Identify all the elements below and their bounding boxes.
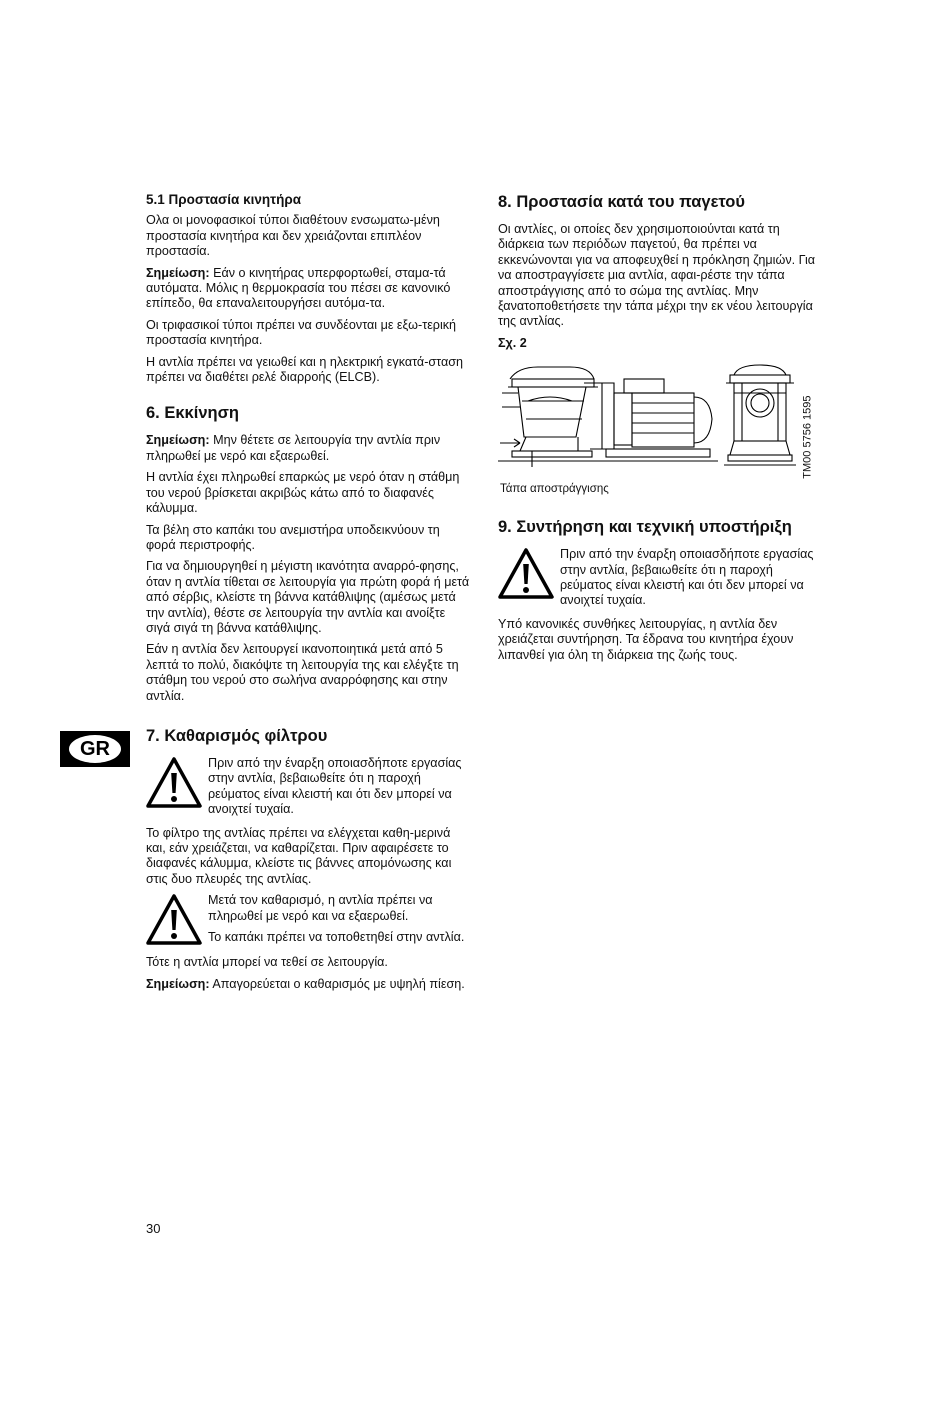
left-column: [146, 192, 472, 998]
warning-triangle-icon: [146, 756, 208, 810]
paragraph: Οι τριφασικοί τύποι πρέπει να συνδέονται με εξω-τερική προστασία κινητήρα.: [146, 317, 457, 348]
pump-drawing: [498, 357, 798, 482]
warning-block: [498, 547, 824, 609]
page-number: 30: [146, 1221, 161, 1236]
paragraph: Το φίλτρο της αντλίας πρέπει να ελέγχεται καθη-μερινά και, εάν χρειάζεται, να καθαρίζεται. Πριν αφαιρέσετε το διαφανές κάλυμμα, κλείστε τις βάννες απομόνωσης και στις δυο πλευρές της αντλίας.: [146, 825, 452, 886]
section-5-1-heading: 5.1 Προστασία κινητήρα: [146, 192, 302, 207]
paragraph: Υπό κανονικές συνθήκες λειτουργίας, η αντλία δεν χρειάζεται συντήρηση. Τα έδρανα του κινητήρα έχουν λιπανθεί για όλη τη διάρκεια της ζωής τους.: [498, 616, 794, 662]
warning-text: Μετά τον καθαρισμό, η αντλία πρέπει να πληρωθεί με νερό και να εξαερωθεί.: [208, 893, 433, 923]
paragraph: Η αντλία έχει πληρωθεί επαρκώς με νερό όταν η στάθμη του νερού βρίσκεται ακριβώς κάτω από το διαφανές κάλυμμα.: [146, 470, 460, 516]
section-8-heading: 8. Προστασία κατά του παγετού: [498, 193, 745, 211]
note-text: Μην θέτετε σε λειτουργία την αντλία πριν πληρωθεί με νερό και εξαερωθεί.: [146, 433, 441, 463]
warning-text: Πριν από την έναρξη οποιασδήποτε εργασίας στην αντλία, βεβαιωθείτε ότι η παροχή ρεύματος είναι κλειστή και ότι δεν μπορεί να ανοιχτεί τυχαία.: [208, 755, 462, 817]
section-5-1: [146, 192, 472, 385]
warning-text: Το καπάκι πρέπει να τοποθετηθεί στην αντλία.: [208, 930, 465, 945]
figure-caption: Τάπα αποστράγγισης: [500, 483, 609, 496]
figure-id-text: TM00 5756 1595: [801, 395, 814, 479]
section-9: [498, 517, 824, 663]
warning-triangle-icon: [498, 547, 560, 601]
warning-block: [146, 893, 472, 947]
paragraph: Οι αντλίες, οι οποίες δεν χρησιμοποιούνται κατά τη διάρκεια των περιόδων παγετού, θα πρέπει να εκκενώνονται για να αποφευχθεί η πρόκληση ζημιών. Για να αποστραγγίσετε μια αντλία, αφαι-ρέστε την τάπα αποστράγγισης από το σώμα της αντλίας. Μην ξανατοποθετήσετε την τάπα μέχρι την εκ νέου λειτουργία της αντλίας.: [498, 222, 816, 329]
section-9-heading: 9. Συντήρηση και τεχνική υποστήριξη: [498, 518, 792, 537]
paragraph: Η αντλία πρέπει να γειωθεί και η ηλεκτρική εγκατά-σταση πρέπει να διαθέτει ρελέ διαρροής (ELCB).: [146, 354, 464, 385]
section-7: [146, 726, 472, 992]
warning-block: [146, 756, 472, 818]
section-8: [498, 192, 824, 497]
section-6-heading: 6. Εκκίνηση: [146, 404, 239, 423]
note-label: Σημείωση:: [146, 433, 210, 448]
language-oval: [69, 735, 121, 763]
note-label: Σημείωση:: [146, 265, 210, 280]
warning-triangle-icon: [146, 893, 208, 947]
note-text: Εάν ο κινητήρας υπερφορτωθεί, σταμα-τά αυτόματα. Μόλις η θερμοκρασία του πέσει σε κανονικό επίπεδο, θα επαναλειτουργήσει αυτόμα-τα.: [146, 265, 451, 311]
figure-id: [798, 377, 818, 487]
paragraph: Για να δημιουργηθεί η μέγιστη ικανότητα αναρρό-φησης, όταν η αντλία τίθεται σε λειτουργία για πρώτη φορά ή μετά από σέρβις, κλείστε τη βάννα κατάθλιψης (αμέσως μετά την αντλία), θέστε σε λειτουργία την αντλία και ανοίξτε σιγά σιγά τη βάννα κατάθλιψης.: [146, 559, 470, 635]
paragraph: Ολα οι μονοφασικοί τύποι διαθέτουν ενσωματω-μένη προστασία κινητήρα και δεν χρειάζονται επιπλέον προστασία.: [146, 213, 440, 259]
note: [146, 266, 472, 312]
language-code: GR: [80, 737, 110, 760]
warning-text: Πριν από την έναρξη οποιασδήποτε εργασίας στην αντλία, βεβαιωθείτε ότι η παροχή ρεύματος είναι κλειστή και ότι δεν μπορεί να ανοιχτεί τυχαία.: [560, 547, 814, 608]
paragraph: Τα βέλη στο καπάκι του ανεμιστήρα υποδεικνύουν τη φορά περιστροφής.: [146, 522, 440, 552]
language-tab: [60, 731, 130, 767]
note: [146, 977, 472, 992]
note-text: Απαγορεύεται ο καθαρισμός με υψηλή πίεση.: [209, 976, 465, 991]
paragraph: Εάν η αντλία δεν λειτουργεί ικανοποιητικά μετά από 5 λεπτά το πολύ, διακόψτε τη λειτουργία της και ελέγξτε τη στάθμη του νερού στο σωλήνα αναρρόφησης και στην αντλία.: [146, 642, 459, 703]
warning-text-group: [208, 893, 472, 945]
section-6: [146, 403, 472, 704]
section-7-heading: 7. Καθαρισμός φίλτρου: [146, 726, 328, 745]
paragraph: Τότε η αντλία μπορεί να τεθεί σε λειτουργία.: [146, 955, 388, 970]
note-label: Σημείωση:: [146, 976, 210, 991]
note: [146, 433, 472, 464]
right-column: [498, 192, 824, 669]
figure-2: [498, 357, 824, 497]
figure-label: Σχ. 2: [498, 335, 527, 350]
